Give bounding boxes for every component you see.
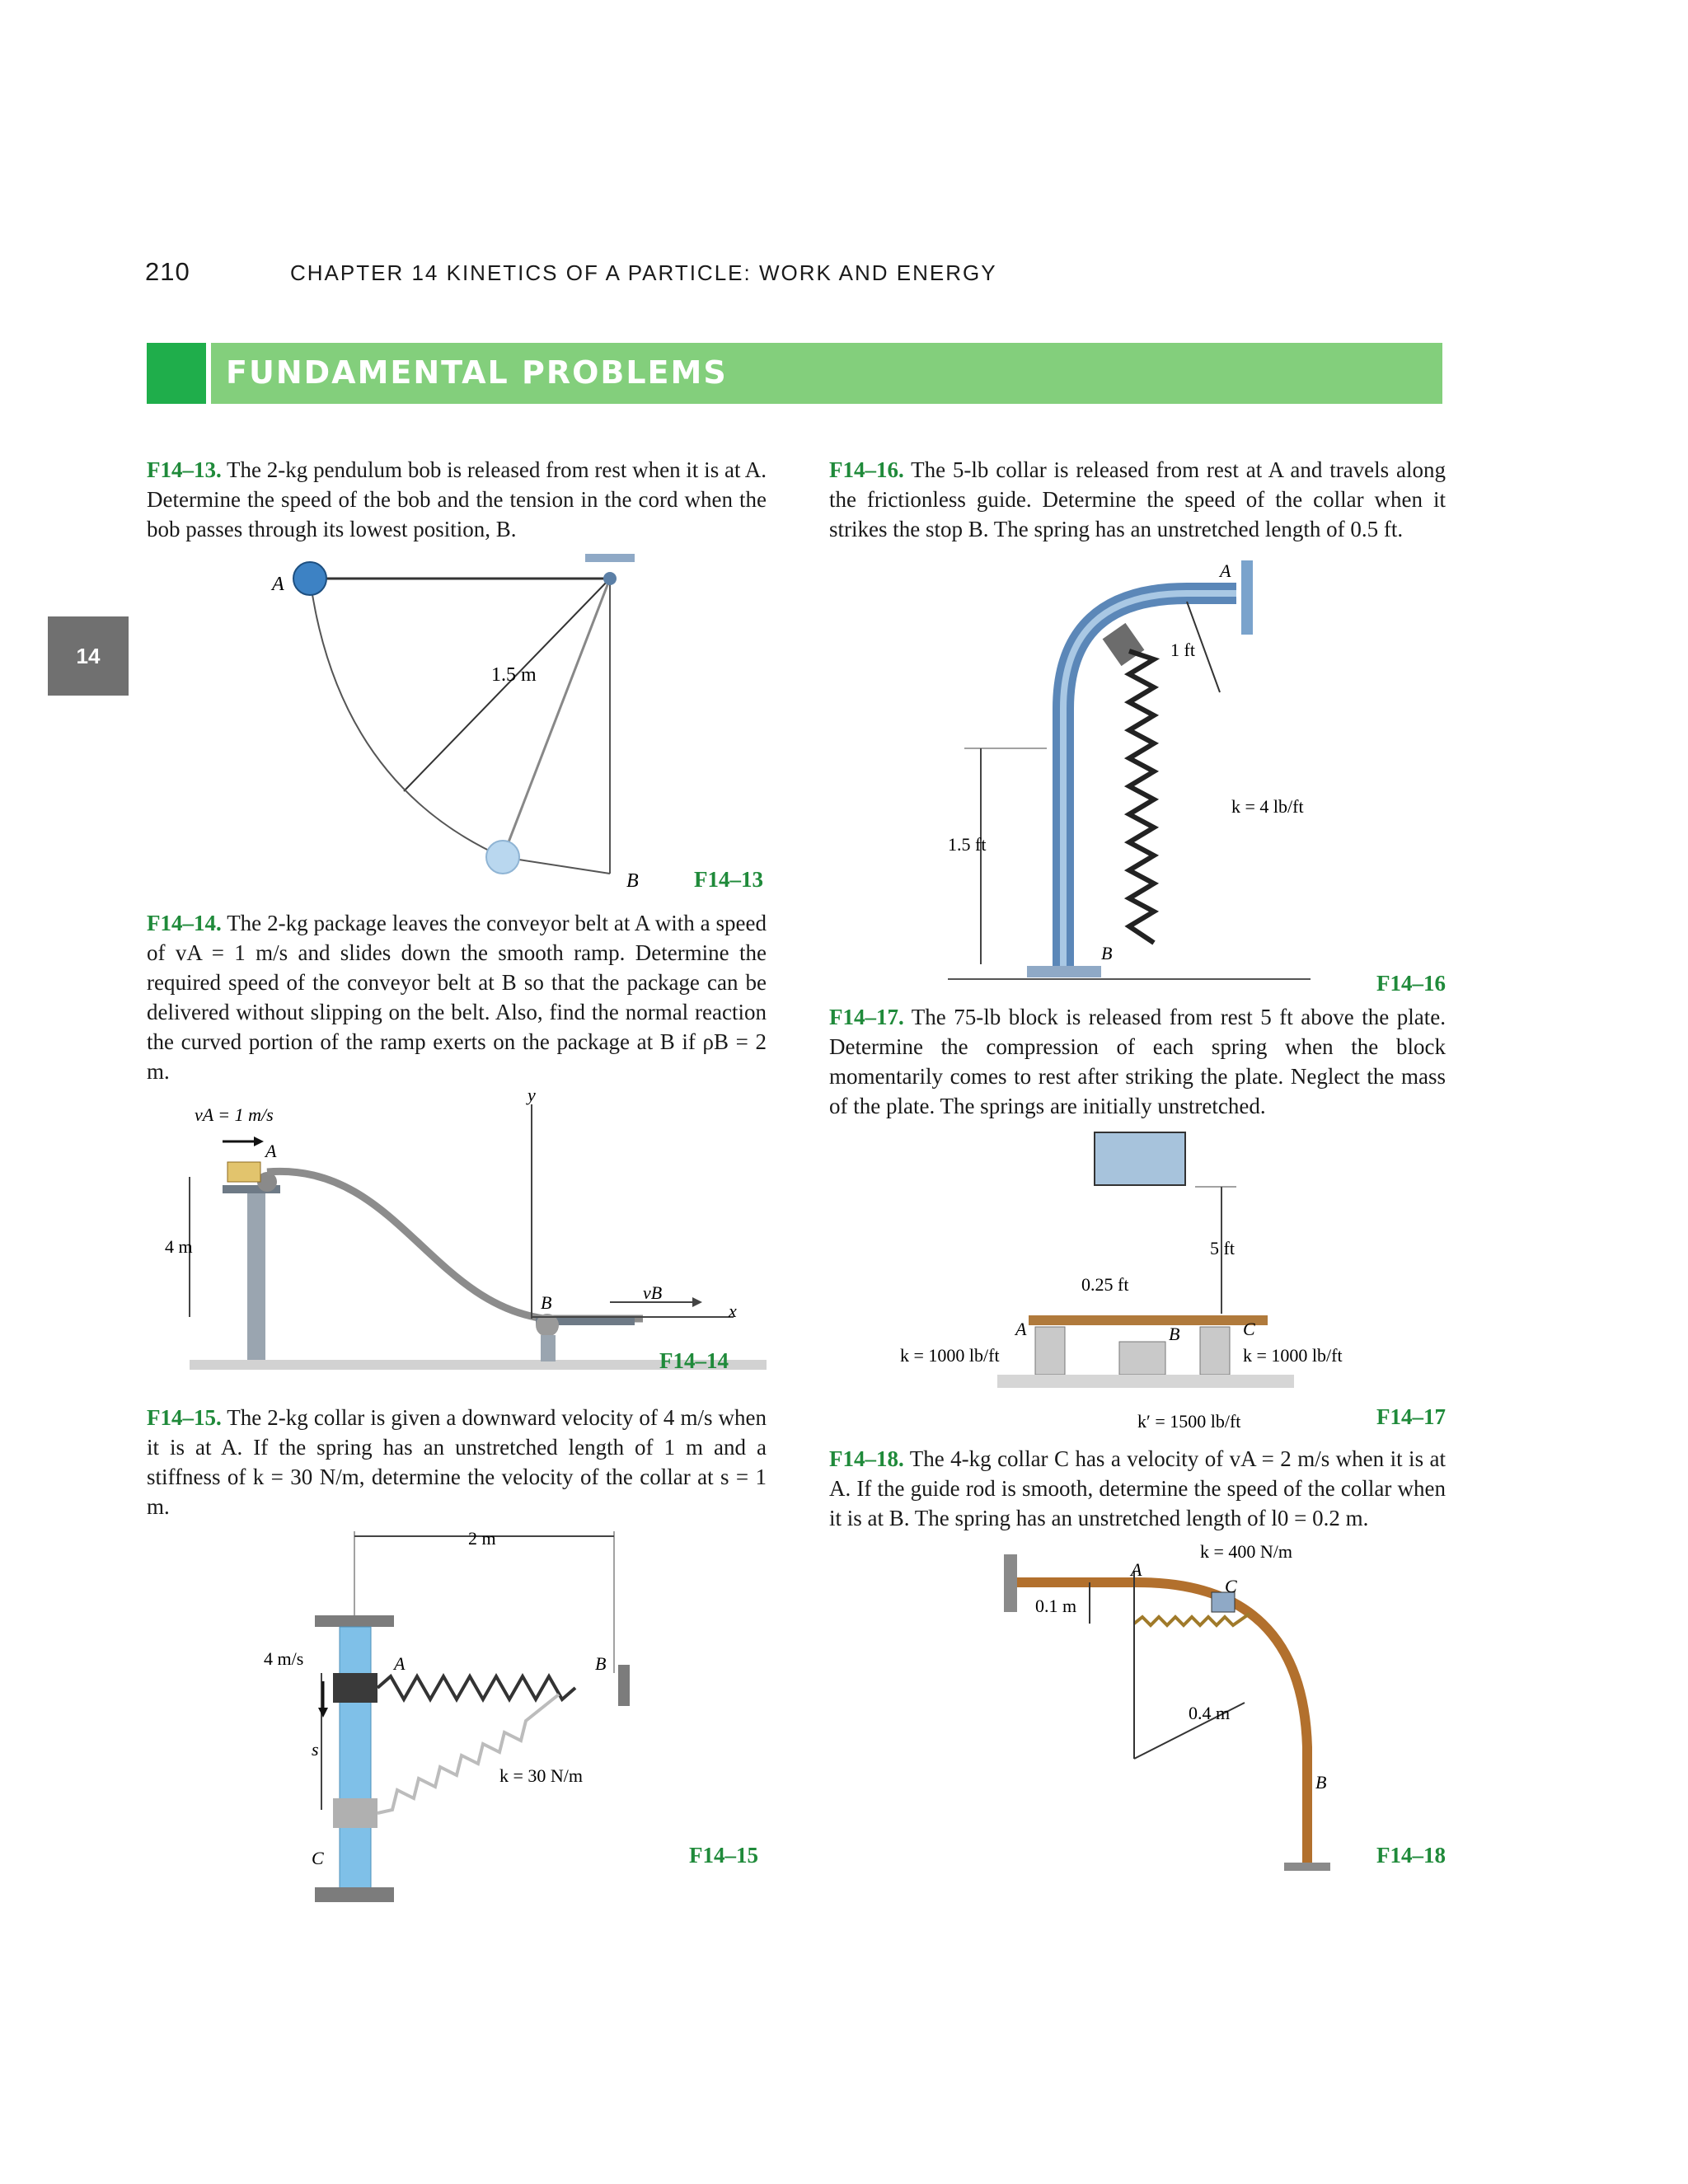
label-a: A [1015,1319,1027,1339]
problem-id: F14–13. [147,457,222,482]
label-a: A [394,1653,406,1674]
wall-mount [1004,1554,1017,1612]
problem-text: The 75-lb block is released from rest 5 ft above the plate. Determine the compression of each spring when the block momentarily comes to rest after striking the plate. Neglect the mass of the plate. The springs are initially unstretched. [829,1005,1446,1118]
chapter-tab: 14 [48,616,129,696]
label-k: k = 4 lb/ft [1231,796,1304,817]
spring-middle [1119,1342,1165,1375]
figure-pendulum [247,544,791,890]
ground [997,1375,1294,1388]
spring-at-c [377,1694,559,1813]
caption-f14-18: F14–18 [1376,1843,1446,1868]
label-k: k = 30 N/m [499,1765,584,1786]
page-number: 210 [145,257,190,286]
problem-text: The 2-kg pendulum bob is released from rest when it is at A. Determine the speed of the bob and the tension in the cord when the bob passes through its lowest position, B. [147,457,767,541]
problem-id: F14–16. [829,457,904,482]
label-height: 1.5 ft [948,834,987,855]
base-plate [1027,966,1101,977]
problem-text: The 2-kg collar is given a downward velocity of 4 m/s when it is at A. If the spring has an unstretched length of 1 m and a stiffness of k = 30 N/m, determine the velocity of the collar at s = 1 m. [147,1405,767,1519]
label-va: vA = 1 m/s [195,1104,274,1125]
label-gap: 0.25 ft [1081,1274,1129,1295]
collar [1103,623,1145,666]
running-title: CHAPTER 14 KINETICS OF A PARTICLE: WORK AND ENERGY [290,260,997,285]
label-a: A [272,574,284,595]
block [1095,1132,1185,1185]
label-radius: 1 ft [1170,640,1195,660]
wall-mount [1241,560,1253,635]
problem-id: F14–18. [829,1446,904,1471]
problem-id: F14–17. [829,1005,904,1029]
caption-f14-16: F14–16 [1376,971,1446,996]
caption-f14-14: F14–14 [659,1348,729,1373]
ceiling-support [585,554,635,562]
collar-at-c [333,1798,377,1828]
spring-at-a [377,1676,575,1699]
problem-f14-18 [829,1444,1446,1533]
label-k-left: k = 1000 lb/ft [900,1345,1000,1366]
label-a: A [1131,1559,1142,1580]
guide-rod [340,1627,371,1891]
problem-text: The 2-kg package leaves the conveyor belt at A with a speed of vA = 1 m/s and slides down the smooth ramp. Determine the required speed of the conveyor belt at B so that the package can be delivered without slipping on the belt. Also, find the normal reaction the curved portion of the ramp exerts on the package at B if ρB = 2 m. [147,911,767,1084]
label-height: 4 m [165,1236,193,1257]
va-arrowhead [254,1137,264,1146]
ramp-surface [267,1171,643,1319]
caption-f14-17: F14–17 [1376,1404,1446,1429]
label-width: 2 m [468,1528,496,1549]
pivot-pin [603,572,617,585]
label-b: B [1169,1324,1180,1344]
right-post [541,1335,556,1361]
left-post [247,1187,265,1360]
label-length: 1.5 m [491,664,537,686]
label-y: y [528,1085,536,1105]
label-b: B [626,870,639,892]
label-vb: vB [643,1282,663,1303]
spring-left [1035,1327,1065,1375]
cord-at-b [503,579,610,857]
section-title: FUNDAMENTAL PROBLEMS [226,354,728,391]
plate [1029,1315,1268,1325]
problem-f14-15 [147,1403,767,1521]
figure-block-springs [890,1129,1401,1442]
wall-support [618,1665,630,1706]
label-k-right: k = 1000 lb/ft [1243,1345,1343,1366]
label-b: B [1315,1772,1327,1793]
label-k-middle: k′ = 1500 lb/ft [1137,1411,1241,1432]
bob-at-a [293,562,326,595]
problem-text: The 5-lb collar is released from rest at A and travels along the frictionless guide. Determine the speed of the collar when it strikes the stop B. The spring has an unstretched length of 0.5 ft. [829,457,1446,541]
label-x: x [729,1301,737,1321]
label-s: s [312,1739,319,1760]
label-b: B [1101,943,1113,963]
banner-accent [147,343,206,404]
base-support [1284,1863,1330,1871]
figure-curved-guide [948,544,1442,989]
figure-collar-spring [247,1525,676,1912]
caption-f14-15: F14–15 [689,1843,758,1868]
problem-f14-14 [147,908,767,1086]
bob-at-b [486,841,519,874]
problem-id: F14–15. [147,1405,222,1430]
package [227,1162,260,1182]
problem-f14-13 [147,455,767,544]
guide-rod [1017,1582,1307,1868]
problem-text: The 4-kg collar C has a velocity of vA = 2 m/s when it is at A. If the guide rod is smooth, determine the speed of the collar when it is at B. The spring has an unstretched length of l0 = 0.2 m. [829,1446,1447,1530]
problem-f14-16 [829,455,1446,544]
spring [1129,651,1154,943]
label-offset: 0.1 m [1035,1596,1077,1616]
label-a: A [1220,560,1231,581]
problem-f14-17 [829,1002,1446,1121]
arc-path [310,579,610,874]
label-length: 0.4 m [1189,1703,1231,1723]
label-c: C [312,1848,324,1868]
label-c: C [1243,1319,1255,1339]
vb-arrowhead [692,1297,702,1307]
top-cap [315,1615,394,1627]
caption-f14-13: F14–13 [694,867,763,892]
label-b: B [541,1292,552,1313]
label-b: B [595,1653,607,1674]
problem-id: F14–14. [147,911,222,935]
figure-curved-rod [973,1541,1401,1887]
label-c: C [1225,1576,1237,1596]
collar-at-a [333,1673,377,1703]
bottom-cap [315,1887,394,1902]
label-a: A [265,1141,277,1161]
label-velocity: 4 m/s [264,1648,304,1669]
velocity-arrowhead [318,1708,328,1718]
spring-right [1200,1327,1230,1375]
spring [1134,1614,1250,1625]
label-k: k = 400 N/m [1200,1541,1293,1562]
label-height: 5 ft [1210,1238,1235,1258]
